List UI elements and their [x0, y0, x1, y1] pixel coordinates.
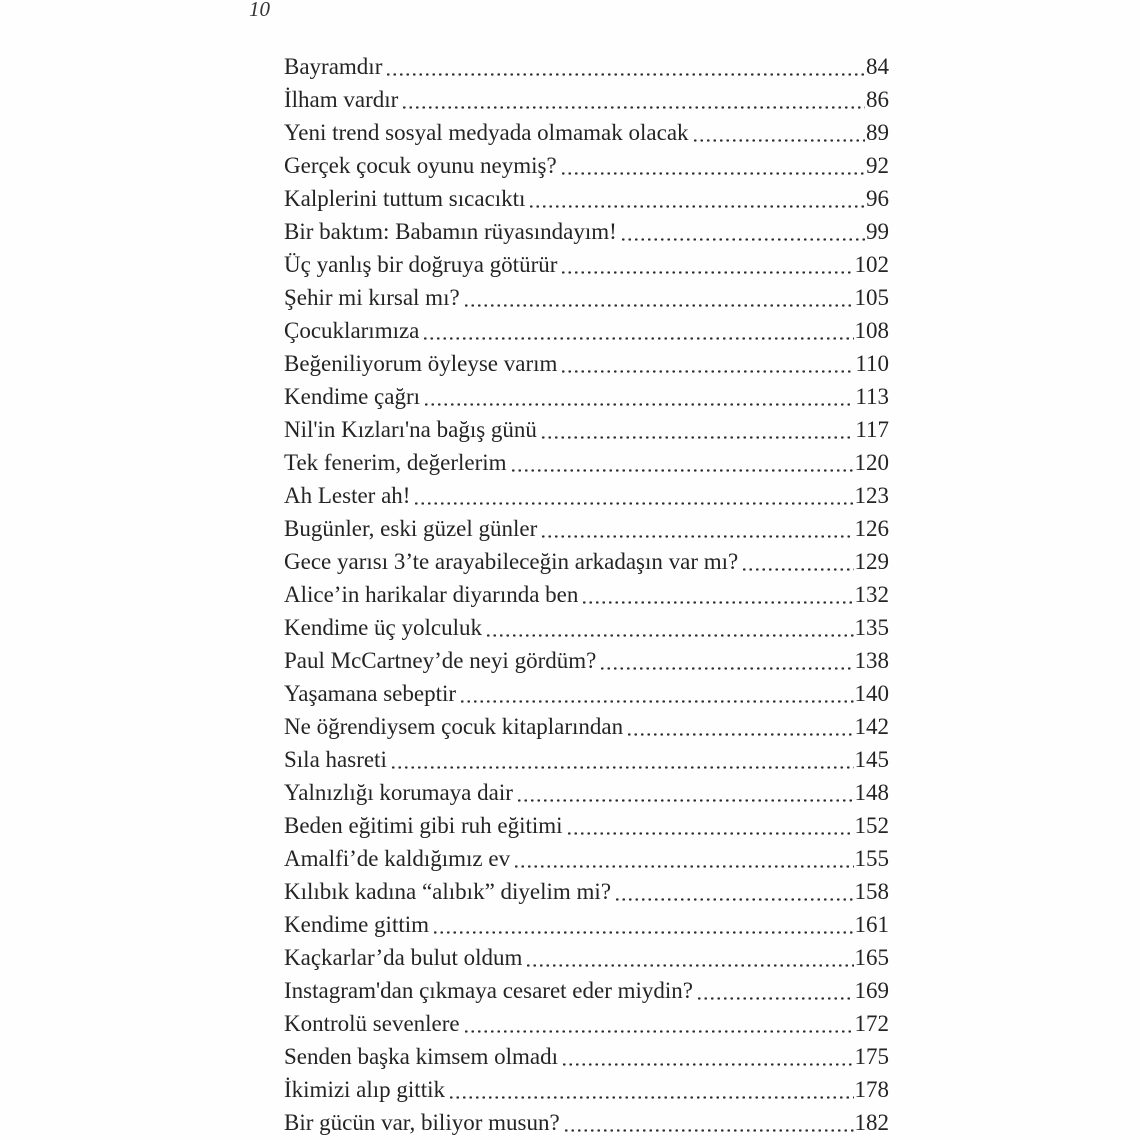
toc-entry-page: 129 — [854, 549, 889, 574]
toc-entry-title: Bugünler, eski güzel günler — [284, 516, 538, 541]
toc-entry-page: 108 — [854, 318, 889, 343]
toc-entry — [284, 1106, 889, 1139]
toc-entry — [284, 974, 889, 1007]
toc-dot-leader — [448, 1073, 854, 1106]
toc-entry-page: 110 — [855, 351, 889, 376]
toc-entry-title: Kendime çağrı — [284, 384, 421, 409]
toc-dot-leader — [390, 743, 854, 776]
toc-entry — [284, 809, 889, 842]
toc-dot-leader — [741, 545, 853, 578]
toc-entry-page: 135 — [854, 615, 889, 640]
toc-dot-leader — [566, 809, 854, 842]
toc-entry-page: 123 — [854, 483, 889, 508]
toc-dot-leader — [528, 182, 865, 215]
toc-entry-title: Çocuklarımıza — [284, 318, 420, 343]
toc-entry — [284, 776, 889, 809]
toc-entry-title: Bir baktım: Babamın rüyasındayım! — [284, 219, 617, 244]
toc-entry — [284, 743, 889, 776]
toc-entry-page: 86 — [866, 87, 889, 112]
toc-entry-title: Bayramdır — [284, 54, 383, 79]
toc-entry-title: Yaşamana sebeptir — [284, 681, 457, 706]
toc-dot-leader — [459, 677, 853, 710]
toc-dot-leader — [560, 347, 854, 380]
toc-dot-leader — [485, 611, 853, 644]
toc-dot-leader — [463, 281, 854, 314]
toc-entry-title: İlham vardır — [284, 87, 399, 112]
toc-entry-title: Gerçek çocuk oyunu neymiş? — [284, 153, 557, 178]
toc-dot-leader — [696, 974, 853, 1007]
toc-entry — [284, 842, 889, 875]
toc-dot-leader — [510, 446, 854, 479]
toc-entry — [284, 875, 889, 908]
toc-entry-page: 132 — [854, 582, 889, 607]
toc-entry — [284, 644, 889, 677]
toc-entry — [284, 677, 889, 710]
toc-entry-title: Tek fenerim, değerlerim — [284, 450, 507, 475]
toc-entry-title: Ne öğrendiysem çocuk kitaplarından — [284, 714, 624, 739]
toc-entry-title: Beden eğitimi gibi ruh eğitimi — [284, 813, 563, 838]
toc-entry-page: 89 — [866, 120, 889, 145]
toc-entry-page: 161 — [854, 912, 889, 937]
toc-entry — [284, 347, 889, 380]
toc-entry-page: 84 — [866, 54, 889, 79]
toc-entry-page: 120 — [854, 450, 889, 475]
toc-entry-title: Instagram'dan çıkmaya cesaret eder miydin? — [284, 978, 694, 1003]
toc-entry-page: 155 — [854, 846, 889, 871]
toc-entry — [284, 1007, 889, 1040]
toc-entry-title: Kalplerini tuttum sıcacıktı — [284, 186, 526, 211]
toc-dot-leader — [620, 215, 865, 248]
toc-entry-title: Yeni trend sosyal medyada olmamak olacak — [284, 120, 689, 145]
toc-entry-page: 140 — [854, 681, 889, 706]
toc-entry-title: Kaçkarlar’da bulut oldum — [284, 945, 523, 970]
toc-entry — [284, 611, 889, 644]
toc-entry — [284, 50, 889, 83]
toc-entry-page: 105 — [854, 285, 889, 310]
toc-entry — [284, 215, 889, 248]
toc-entry-title: Şehir mi kırsal mı? — [284, 285, 460, 310]
page-number-folio: 10 — [249, 0, 270, 21]
toc-entry — [284, 941, 889, 974]
toc-entry-title: İkimizi alıp gittik — [284, 1077, 445, 1102]
toc-entry — [284, 446, 889, 479]
toc-entry-title: Bir gücün var, biliyor musun? — [284, 1110, 560, 1135]
toc-entry — [284, 83, 889, 116]
toc-dot-leader — [563, 1106, 854, 1139]
toc-entry-title: Kendime gittim — [284, 912, 430, 937]
toc-entry — [284, 314, 889, 347]
toc-entry-title: Beğeniliyorum öyleyse varım — [284, 351, 558, 376]
toc-dot-leader — [422, 314, 853, 347]
toc-entry-title: Paul McCartney’de neyi gördüm? — [284, 648, 597, 673]
toc-entry-page: 182 — [854, 1110, 889, 1135]
toc-entry — [284, 479, 889, 512]
toc-entry — [284, 908, 889, 941]
toc-entry — [284, 248, 889, 281]
toc-entry — [284, 182, 889, 215]
toc-entry — [284, 710, 889, 743]
toc-entry-page: 96 — [866, 186, 889, 211]
toc-entry-title: Kılıbık kadına “alıbık” diyelim mi? — [284, 879, 612, 904]
toc-dot-leader — [626, 710, 853, 743]
toc-entry — [284, 413, 889, 446]
toc-dot-leader — [560, 248, 853, 281]
toc-entry-page: 126 — [854, 516, 889, 541]
toc-dot-leader — [581, 578, 853, 611]
toc-dot-leader — [560, 149, 865, 182]
toc-entry-page: 99 — [866, 219, 889, 244]
toc-entry-title: Nil'in Kızları'na bağış günü — [284, 417, 537, 442]
toc-dot-leader — [525, 941, 853, 974]
toc-dot-leader — [401, 83, 865, 116]
toc-dot-leader — [540, 413, 854, 446]
toc-entry-page: 158 — [854, 879, 889, 904]
toc-entry-title: Ah Lester ah! — [284, 483, 411, 508]
toc-entry-page: 113 — [855, 384, 889, 409]
toc-dot-leader — [413, 479, 853, 512]
toc-entry-page: 152 — [854, 813, 889, 838]
toc-entry-page: 148 — [854, 780, 889, 805]
toc-entry-title: Üç yanlış bir doğruya götürür — [284, 252, 558, 277]
toc-entry — [284, 149, 889, 182]
toc-dot-leader — [513, 842, 853, 875]
toc-entry-page: 138 — [854, 648, 889, 673]
toc-entry — [284, 380, 889, 413]
toc-entry — [284, 1073, 889, 1106]
toc-entry — [284, 512, 889, 545]
toc-entry — [284, 281, 889, 314]
toc-entry-page: 142 — [854, 714, 889, 739]
toc-entry-page: 92 — [866, 153, 889, 178]
toc-entry-page: 102 — [854, 252, 889, 277]
toc-entry-title: Kendime üç yolculuk — [284, 615, 483, 640]
toc-entry-title: Senden başka kimsem olmadı — [284, 1044, 559, 1069]
toc-entry-title: Alice’in harikalar diyarında ben — [284, 582, 579, 607]
toc-entry-page: 172 — [854, 1011, 889, 1036]
toc-entry — [284, 1040, 889, 1073]
toc-entry-title: Amalfi’de kaldığımız ev — [284, 846, 511, 871]
toc-entry — [284, 116, 889, 149]
toc-dot-leader — [423, 380, 854, 413]
toc-dot-leader — [599, 644, 853, 677]
toc-dot-leader — [432, 908, 853, 941]
toc-entry-page: 145 — [854, 747, 889, 772]
toc-entry-title: Kontrolü sevenlere — [284, 1011, 460, 1036]
toc-entry-page: 175 — [854, 1044, 889, 1069]
toc-dot-leader — [385, 50, 865, 83]
toc-dot-leader — [692, 116, 865, 149]
toc-entry — [284, 545, 889, 578]
toc-dot-leader — [516, 776, 854, 809]
toc-dot-leader — [614, 875, 853, 908]
toc-entry-title: Yalnızlığı korumaya dair — [284, 780, 513, 805]
toc-entry — [284, 578, 889, 611]
toc-entry-page: 117 — [855, 417, 889, 442]
toc-dot-leader — [540, 512, 853, 545]
toc-dot-leader — [561, 1040, 853, 1073]
toc-entry-title: Gece yarısı 3’te arayabileceğin arkadaşın var mı? — [284, 549, 739, 574]
toc-entry-title: Sıla hasreti — [284, 747, 387, 772]
toc-dot-leader — [463, 1007, 854, 1040]
table-of-contents — [284, 50, 889, 1139]
toc-entry-page: 169 — [854, 978, 889, 1003]
toc-entry-page: 165 — [854, 945, 889, 970]
toc-entry-page: 178 — [854, 1077, 889, 1102]
